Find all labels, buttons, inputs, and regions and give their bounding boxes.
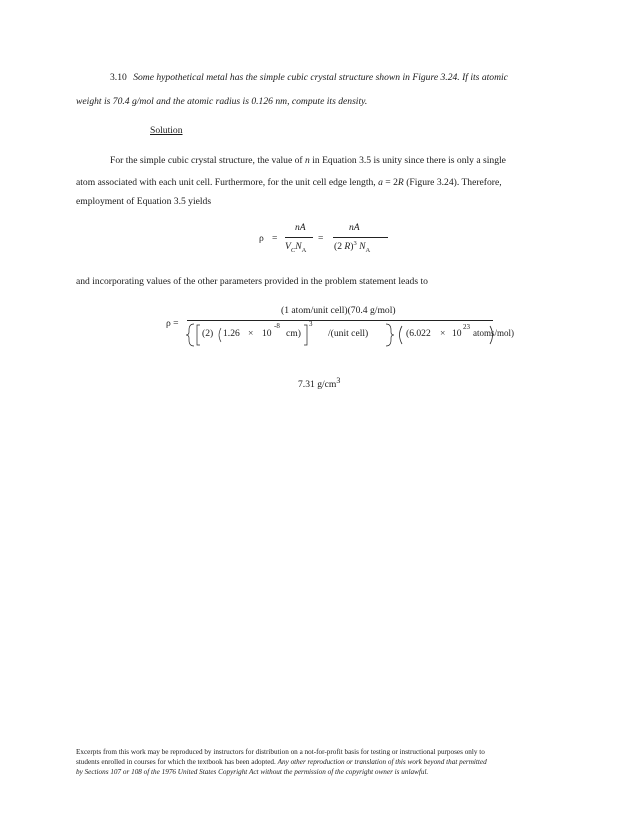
eq1-rho: ρ xyxy=(259,233,264,244)
eq2-numerator: (1 atom/unit cell)(70.4 g/mol) xyxy=(281,305,396,316)
footer-line-3: by Sections 107 or 108 of the 1976 United States Copyright Act without the permission of the copyright owner is unlawful. xyxy=(76,768,429,776)
problem-line-2: weight is 70.4 g/mol and the atomic radius is 0.126 nm, compute its density. xyxy=(76,96,368,107)
eq2-den-avog: (6.022 xyxy=(406,328,431,339)
result-value: 7.31 g/cm xyxy=(298,379,337,390)
para1-line-3: employment of Equation 3.5 yields xyxy=(76,196,212,207)
footer-text-b: Any other reproduction or translation of this work beyond that permitted xyxy=(277,758,487,766)
eq1-den1 xyxy=(285,241,306,252)
eq1-fraction-bar-2 xyxy=(333,237,388,238)
eq1-num2: nA xyxy=(349,222,360,233)
var-N-den: N xyxy=(359,241,366,252)
den2-pre: (2 xyxy=(334,241,345,252)
para1-text-d: (Figure 3.24). Therefore, xyxy=(403,177,502,188)
para1-line-1 xyxy=(110,155,506,166)
eq2-den-times-2: × xyxy=(440,328,446,339)
para1-text-c: atom associated with each unit cell. Furthermore, for the unit cell edge length, xyxy=(76,177,379,188)
eq1-equals: = xyxy=(272,233,278,244)
eq2-den-exp-2: 23 xyxy=(463,323,470,331)
eq1-fraction-bar-1 xyxy=(285,237,313,238)
eq1-den2 xyxy=(334,241,370,252)
para1-eq: = 2 xyxy=(382,177,398,188)
var-V: V xyxy=(285,241,291,252)
eq2-den-times-1: × xyxy=(248,328,254,339)
footer-line-2 xyxy=(76,757,487,767)
footer-text-a: students enrolled in courses for which the textbook has been adopted. xyxy=(76,758,278,766)
eq2-den-exp-1: -8 xyxy=(274,322,280,330)
para1-text-b: in Equation 3.5 is unity since there is only a single xyxy=(309,155,506,166)
problem-line-1 xyxy=(110,72,508,83)
eq1-num1: nA xyxy=(295,222,306,233)
solution-heading: Solution xyxy=(150,125,183,136)
var-R: R xyxy=(397,177,404,188)
result-exp: 3 xyxy=(336,375,341,385)
footer-line-1: Excerpts from this work may be reproduced by instructors for distribution on a not-for-profit basis for testing or instructional purposes only to xyxy=(76,748,485,756)
result xyxy=(298,375,341,390)
eq2-den-unit: /(unit cell) xyxy=(328,328,369,339)
den2-post: ) xyxy=(350,241,354,252)
eq2-den-2: (2) xyxy=(202,328,214,339)
eq2-den-cm: cm) xyxy=(286,328,301,339)
var-R-den: R xyxy=(344,241,351,252)
eq2-den-atoms: atoms/mol) xyxy=(473,328,514,338)
problem-number: 3.10 xyxy=(110,72,127,83)
var-a: a xyxy=(378,177,383,188)
eq2-fraction-bar xyxy=(187,320,493,321)
para1-text-a: For the simple cubic crystal structure, the value of xyxy=(110,155,306,166)
sub-C: C xyxy=(290,246,296,254)
eq2-den-val: 1.26 xyxy=(223,328,240,339)
exp-3: 3 xyxy=(353,239,357,247)
eq2-den-ten-2: 10 xyxy=(452,328,462,339)
para2: and incorporating values of the other parameters provided in the problem statement leads to xyxy=(76,276,428,287)
eq2-den-cube: 3 xyxy=(309,320,313,328)
eq2-den-ten-1: 10 xyxy=(262,328,272,339)
sub-A: A xyxy=(301,246,307,254)
problem-text-1: Some hypothetical metal has the simple cubic crystal structure shown in Figure 3.24. If its atomic xyxy=(133,72,508,83)
var-n: n xyxy=(305,155,310,166)
var-N: N xyxy=(295,241,302,252)
para1-line-2 xyxy=(76,177,502,188)
sub-A-den: A xyxy=(365,246,371,254)
eq2-lhs: ρ = xyxy=(166,318,179,329)
eq1-equals-2: = xyxy=(318,233,324,244)
